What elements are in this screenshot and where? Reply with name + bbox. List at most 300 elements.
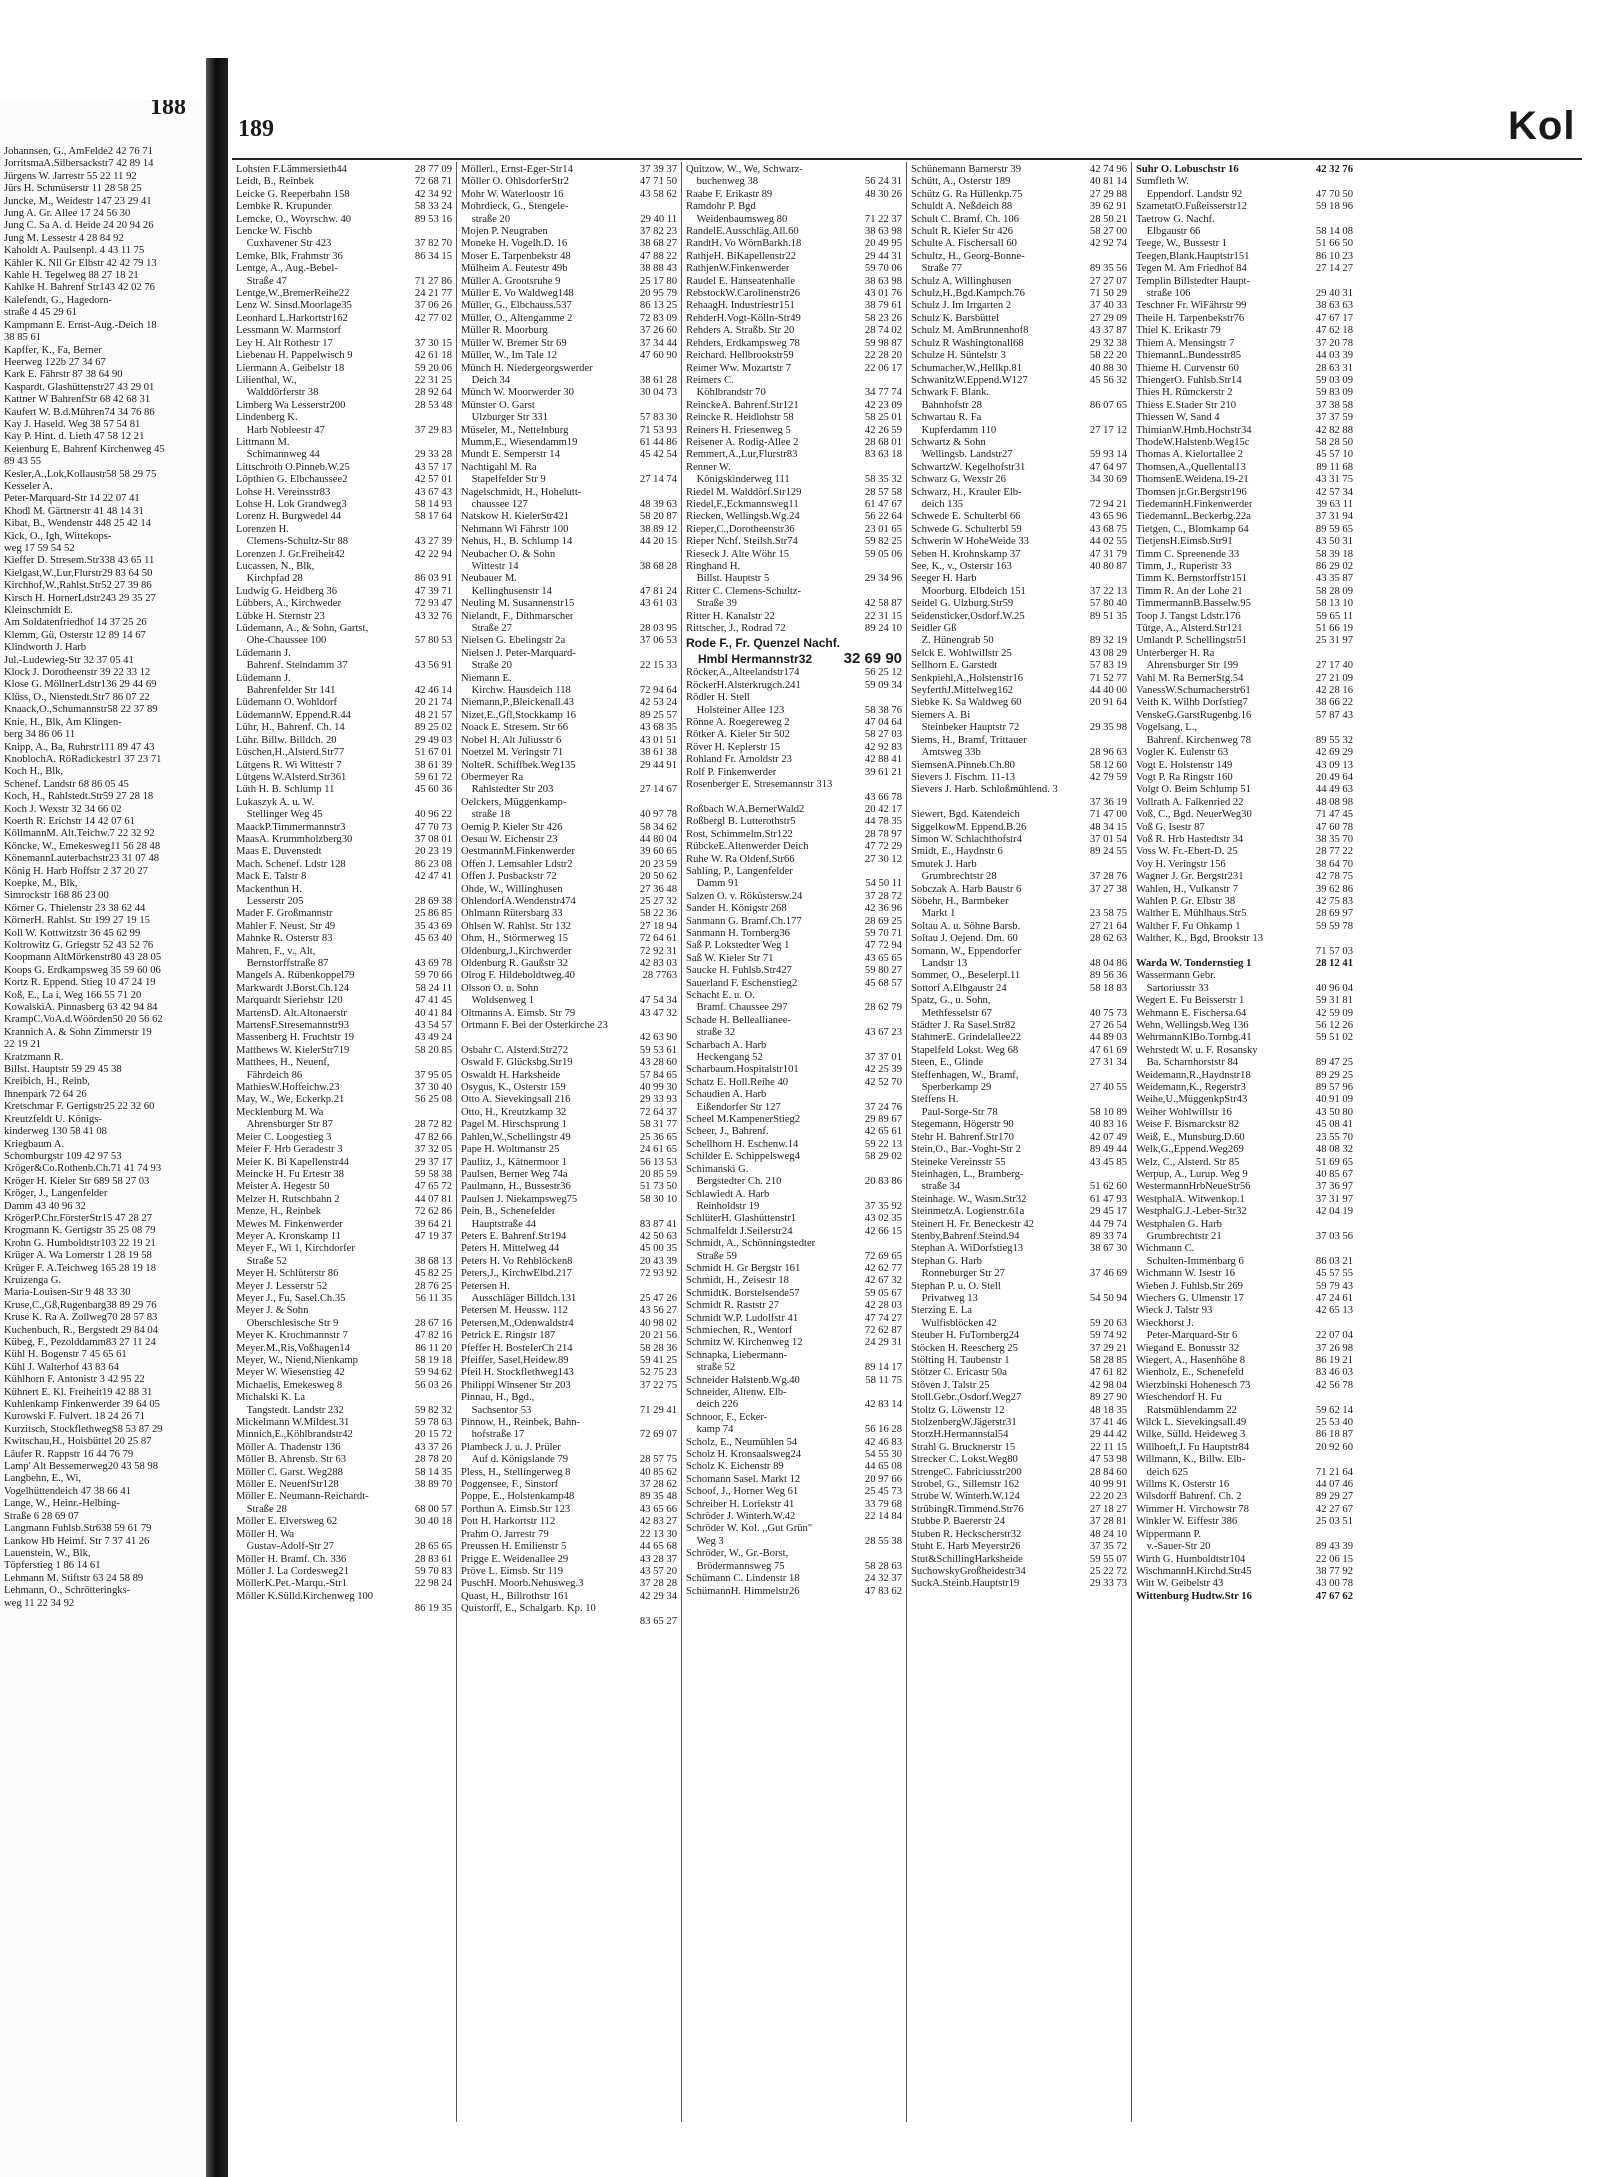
listing-name: Pinnow, H., Reinbek, Bahn-	[461, 1417, 581, 1429]
listing-entry	[461, 1442, 677, 1454]
listing-phone: 39 63 11	[1316, 498, 1353, 510]
listing-entry	[236, 648, 452, 660]
listing-entry	[911, 1554, 1127, 1566]
listing-phone: 72 62 87	[864, 1324, 902, 1336]
listing-name: Wilsdorff Bahrenf. Ch. 2	[1136, 1491, 1242, 1503]
listing-entry	[236, 710, 452, 722]
listing-phone: 28 53 48	[414, 399, 452, 411]
listing-phone: 47 61 82	[1089, 1367, 1127, 1379]
listing-phone	[674, 673, 677, 685]
left-listing-line: KrögerP.Chr.FörsterStr15 47 28 27	[4, 1212, 153, 1224]
listing-name: Niemann E.	[461, 672, 512, 684]
listing-entry	[236, 1591, 452, 1603]
listing-name: Peter-Marquard-Str 6	[1136, 1330, 1238, 1342]
listing-phone: 40 99 30	[639, 1082, 677, 1094]
listing-phone: 27 27 07	[1089, 275, 1127, 287]
listing-name: Lohse H. Vereinsstr83	[236, 486, 331, 498]
listing-phone: 47 54 34	[639, 995, 677, 1007]
listing-name: Petersen M. Heussw. 112	[461, 1305, 568, 1317]
listing-name: Wichmann C.	[1136, 1243, 1195, 1255]
listing-entry	[236, 722, 452, 734]
listing-entry	[236, 598, 452, 610]
listing-entry	[911, 1107, 1127, 1119]
listing-name: Strecker C. Lokst.Weg80	[911, 1454, 1018, 1466]
left-listing-line: Köncke, W., Emekesweg11 56 28 48	[4, 840, 161, 852]
listing-entry	[911, 288, 1127, 300]
listing-name: Lembke R. Krupunder	[236, 201, 332, 213]
listing-entry	[461, 735, 677, 747]
listing-name: Witt W. Geibelstr 43	[1136, 1578, 1224, 1590]
listing-entry	[686, 263, 902, 275]
listing-entry	[1136, 598, 1353, 610]
listing-entry	[911, 1194, 1127, 1206]
listing-phone: 44 80 04	[639, 833, 677, 845]
listing-phone: 27 14 27	[1315, 263, 1353, 275]
listing-name: Wittestr 14	[461, 561, 519, 572]
listing-phone: 37 41 46	[1089, 1417, 1127, 1429]
listing-name: Oemig P. Kieler Str 426	[461, 821, 563, 833]
listing-name: Wirth G. Humboldtstr104	[1136, 1553, 1246, 1565]
left-page-fragment	[0, 100, 207, 2177]
listing-name: Smutek J. Harb	[911, 858, 977, 870]
listing-name: Ritter H. Kanalstr 22	[686, 610, 775, 622]
listing-phone: 51 66 50	[1315, 238, 1353, 250]
listing-entry	[1136, 1094, 1353, 1106]
left-listing-line: 38 85 61	[4, 332, 42, 344]
listing-name: Schade H. Belleallianee-	[686, 1014, 792, 1026]
listing-entry	[1136, 214, 1353, 226]
listing-name: Sellhorn E. Garstedt	[911, 660, 998, 672]
listing-entry	[1136, 201, 1353, 213]
left-listing-line: Kesseler A.	[4, 480, 53, 492]
listing-name: Rode F., Fr. Quenzel Nachf.	[686, 636, 841, 651]
left-listing-line: Kaufert W. B.d.Mühren74 34 76 86	[4, 406, 155, 418]
listing-entry	[236, 859, 452, 871]
listing-phone: 56 25 08	[414, 1094, 452, 1106]
listing-entry	[461, 586, 677, 598]
listing-phone	[1124, 859, 1127, 871]
left-listing-line: Kielgast,W.,Lur,Flurstr29 83 64 50	[4, 567, 153, 579]
listing-name: Spatz, G., u. Sohn,	[911, 995, 991, 1007]
listing-name: Osbahr C. Alsterd.Str272	[461, 1044, 569, 1056]
listing-entry	[1136, 511, 1353, 523]
listing-phone: 47 82 66	[414, 1131, 452, 1143]
listing-entry	[911, 784, 1127, 796]
listing-entry	[461, 189, 677, 201]
listing-phone: 22 06 15	[1315, 1553, 1353, 1565]
listing-phone: 28 96 63	[1089, 747, 1127, 759]
listing-entry	[686, 1461, 902, 1473]
listing-entry	[1136, 1057, 1353, 1069]
listing-phone: 29 40 11	[640, 213, 677, 225]
listing-phone: 47 62 18	[1315, 325, 1353, 337]
listing-entry	[911, 1082, 1127, 1094]
listing-entry	[236, 871, 452, 883]
listing-entry	[1136, 809, 1353, 821]
listing-phone: 37 28 76	[1089, 871, 1127, 883]
left-listing-line: Kay P. Hint. d. Lieth 47 58 12 21	[4, 431, 145, 443]
listing-phone	[1124, 784, 1127, 796]
listing-phone: 35 43 69	[414, 920, 452, 932]
listing-name: RathjeH. BiKapellenstr22	[686, 250, 797, 262]
listing-name: Schimannweg 44	[236, 449, 320, 461]
listing-phone: 28 57 75	[639, 1454, 677, 1466]
listing-entry	[1136, 462, 1353, 474]
listing-entry	[461, 437, 677, 449]
listing-name: Stuben R. Heckscherstr32	[911, 1528, 1022, 1540]
listing-name: Schmidt R. Raststr 27	[686, 1300, 779, 1312]
listing-name: Wieck J. Talstr 93	[1136, 1305, 1213, 1317]
listing-entry	[1136, 313, 1353, 325]
listing-entry	[236, 809, 452, 821]
listing-name: Mewes M. Finkenwerder	[236, 1218, 343, 1230]
left-listing-line: Vogelhüttendeich 47 38 66 41	[4, 1485, 131, 1497]
listing-name: RöckerH.Alsterkrugch.241	[686, 679, 801, 691]
listing-phone: 45 60 36	[414, 784, 452, 796]
listing-phone	[899, 462, 902, 474]
listing-entry	[911, 871, 1127, 883]
listing-entry	[236, 1293, 452, 1305]
listing-phone	[1350, 1454, 1353, 1466]
left-listing-line: Klock J. Dorotheenstr 39 22 33 12	[4, 667, 151, 679]
listing-name: TietjensH.Eimsb.Str91	[1136, 536, 1233, 548]
listing-entry	[1136, 1380, 1353, 1392]
left-listing-line: Koch J. Wexstr 32 34 66 02	[4, 803, 122, 815]
listing-entry	[236, 189, 452, 201]
left-listing-line: Krüger A. Wa Lomerstr 1 28 19 58	[4, 1250, 152, 1262]
listing-entry	[911, 536, 1127, 548]
listing-entry	[911, 1516, 1127, 1528]
listing-entry	[461, 561, 677, 573]
listing-name: Markt 1	[911, 908, 956, 920]
listing-phone: 47 41 45	[414, 995, 452, 1007]
listing-phone: 37 26 60	[639, 325, 677, 337]
listing-entry	[1136, 474, 1353, 486]
listing-entry	[461, 635, 677, 647]
listing-entry	[461, 1318, 677, 1330]
listing-entry	[236, 573, 452, 585]
listing-name: Lemcke, O., Woyrschw. 40	[236, 213, 352, 225]
listing-phone: 58 10 89	[1089, 1106, 1127, 1118]
listing-name: Königskinderweg 111	[686, 474, 790, 486]
listing-entry	[461, 1343, 677, 1355]
listing-name: Straße 20	[461, 660, 512, 672]
listing-name: Stölting H. Taubenstr 1	[911, 1355, 1010, 1366]
listing-name: Nehus, H., B. Schlump 14	[461, 536, 573, 548]
listing-phone: 45 56 32	[1089, 374, 1127, 386]
listing-name: Salzen O. v. Röküstersw.24	[686, 890, 803, 902]
listing-entry	[1136, 1107, 1353, 1119]
listing-phone	[899, 1387, 902, 1399]
left-listing-line: Kröger, J., Langenfelder	[4, 1188, 108, 1200]
listing-entry	[1136, 1405, 1353, 1417]
listing-entry	[1136, 1417, 1353, 1429]
listing-entry	[1136, 1591, 1353, 1603]
listing-entry	[461, 1330, 677, 1342]
listing-phone: 25 03 51	[1315, 1516, 1353, 1528]
listing-name: Soltau A. u. Söhne Barsb.	[911, 920, 1021, 932]
listing-entry	[236, 412, 452, 424]
listing-name: StrübingR.Timmend.Str76	[911, 1503, 1024, 1515]
listing-phone: 58 35 32	[864, 474, 902, 486]
listing-entry	[911, 263, 1127, 275]
listing-phone: 38 63 98	[864, 226, 902, 238]
listing-phone: 47 67 17	[1315, 312, 1353, 324]
listing-name: Petersen,M.,Odenwaldstr4	[461, 1317, 574, 1329]
listing-phone: 42 78 75	[1315, 871, 1353, 883]
listing-entry	[461, 1032, 677, 1044]
listing-phone	[1350, 214, 1353, 226]
listing-phone: 38 35 70	[1315, 833, 1353, 845]
listing-entry	[236, 511, 452, 523]
listing-phone: 86 23 08	[414, 858, 452, 870]
listing-name: Sachsentor 53	[461, 1404, 532, 1416]
listing-phone: 32 69 90	[843, 651, 902, 668]
listing-entry	[686, 474, 902, 486]
listing-phone: 47 64 97	[1089, 461, 1127, 473]
left-listing-line: Kretschmar F. Gertigstr25 22 32 60	[4, 1101, 155, 1113]
listing-phone: 59 78 63	[414, 1417, 452, 1429]
listing-phone: 58 34 62	[639, 821, 677, 833]
listing-entry	[461, 933, 677, 945]
listing-entry	[461, 449, 677, 461]
listing-phone: 89 24 10	[864, 623, 902, 635]
listing-phone: 72 94 64	[639, 685, 677, 697]
listing-entry	[236, 437, 452, 449]
listing-entry	[911, 425, 1127, 437]
listing-name: Offen J. Pusbackstr 72	[461, 871, 557, 883]
listing-phone	[449, 263, 452, 275]
listing-name: Lüth H. B. Schlump 11	[236, 784, 335, 796]
listing-name: Sumfleth W.	[1136, 176, 1189, 188]
listing-entry	[686, 1139, 902, 1151]
listing-phone: 43 31 75	[1315, 474, 1353, 486]
listing-name: Meyer J. Lesserstr 52	[236, 1280, 328, 1292]
listing-name: Walddörferstr 38	[236, 387, 319, 399]
listing-phone: 59 20 63	[1089, 1317, 1127, 1329]
listing-name: Bernstorffstraße 87	[236, 958, 329, 969]
listing-name: Pein, B., Schenefelder	[461, 1206, 556, 1218]
listing-phone: 37 24 76	[864, 1101, 902, 1113]
listing-phone: 42 46 14	[414, 685, 452, 697]
listing-name: MaasA. Krummholzberg30	[236, 833, 353, 845]
left-listing-line: Koops G. Erdkampsweg 35 59 60 06	[4, 964, 161, 976]
listing-name: Ausschläger Billdch.131	[461, 1292, 577, 1304]
listing-entry	[686, 1337, 902, 1349]
listing-entry	[911, 164, 1127, 176]
listing-phone: 37 08 01	[414, 833, 452, 845]
listing-name: Oldenburg R. Gaußstr 32	[461, 958, 568, 969]
listing-phone: 42 92 83	[864, 741, 902, 753]
listing-entry	[461, 1082, 677, 1094]
listing-name: Vogelsang, L.,	[1136, 722, 1198, 734]
listing-phone	[899, 1523, 902, 1535]
listing-name: Liebenau H. Pappelwisch 9	[236, 350, 353, 362]
listing-phone: 47 60 90	[639, 350, 677, 362]
left-listing-line: Lange, W., Heinr.-Helbing-	[4, 1498, 120, 1510]
listing-entry	[686, 313, 902, 325]
listing-name: SzametatO.Fußeisserstr12	[1136, 201, 1247, 213]
listing-entry	[911, 573, 1127, 585]
listing-entry	[911, 1119, 1127, 1131]
listing-phone: 20 49 95	[864, 238, 902, 250]
listing-phone: 68 00 57	[414, 1503, 452, 1515]
listing-entry	[461, 1169, 677, 1181]
listing-entry	[911, 1454, 1127, 1466]
listing-entry	[461, 809, 677, 821]
listing-phone: 37 30 40	[414, 1082, 452, 1094]
listing-name: Kirchw. Hausdeich 118	[461, 685, 571, 697]
listing-entry	[686, 573, 902, 585]
listing-phone: 57 83 19	[1089, 660, 1127, 672]
listing-phone: 72 93 47	[414, 598, 452, 610]
listing-name: v.-Sauer-Str 20	[1136, 1541, 1211, 1553]
listing-name: Pröve L. Eimsb. Str 119	[461, 1565, 564, 1577]
listing-entry	[911, 449, 1127, 461]
listing-phone: 42 27 67	[1315, 1503, 1353, 1515]
listing-phone: 72 94 21	[1089, 498, 1127, 510]
listing-entry	[686, 251, 902, 263]
listing-entry	[911, 1318, 1127, 1330]
listing-phone: 42 74 96	[1089, 164, 1127, 175]
left-listing-line: Juncke, M., Weidestr 147 23 29 41	[4, 195, 152, 207]
listing-entry	[686, 1213, 902, 1225]
listing-phone	[674, 611, 677, 623]
listing-name: Holsteiner Allee 123	[686, 704, 785, 716]
left-listing-line: Kübeg, F., Pezolddamm83 27 11 24	[4, 1337, 156, 1348]
listing-name: Möller C. Garst. Weg288	[236, 1466, 343, 1478]
listing-entry	[686, 1027, 902, 1039]
right-page	[228, 100, 1600, 2177]
listing-phone: 28 12 41	[1315, 958, 1353, 969]
listing-name: MöllerK.Pet.-Marqu.-Str1	[236, 1578, 347, 1590]
listing-phone: 48 34 15	[1089, 821, 1127, 833]
listing-entry	[236, 1206, 452, 1218]
listing-phone	[449, 1243, 452, 1255]
listing-entry	[461, 400, 677, 412]
listing-name: Wieckhorst J.	[1136, 1317, 1194, 1329]
listing-phone: 44 65 68	[639, 1541, 677, 1553]
listing-entry	[686, 940, 902, 952]
listing-phone: 47 19 37	[414, 1230, 452, 1242]
left-listing-line: Kirsch H. HornerLdstr243 29 35 27	[4, 592, 156, 604]
listing-entry	[1136, 859, 1353, 871]
listing-phone: 40 88 30	[1089, 362, 1127, 374]
listing-phone: 42 53 24	[639, 697, 677, 709]
listing-phone: 22 98 24	[414, 1578, 452, 1590]
listing-entry	[686, 1325, 902, 1337]
listing-name: Weihe,U.,MüggenkpStr43	[1136, 1094, 1248, 1106]
listing-entry	[461, 1206, 677, 1218]
column-5	[1132, 162, 1357, 2122]
listing-phone	[449, 325, 452, 337]
listing-phone: 44 02 55	[1089, 536, 1127, 548]
listing-entry	[911, 660, 1127, 672]
listing-phone: 43 47 32	[639, 1007, 677, 1019]
listing-phone: 47 24 61	[1315, 1292, 1353, 1304]
listing-phone: 24 29 31	[864, 1337, 902, 1349]
listing-phone: 42 77 02	[414, 312, 452, 324]
listing-name: Mach. Schenef. Ldstr 128	[236, 858, 346, 870]
listing-name: Clemens-Schultz-Str 88	[236, 536, 349, 548]
listing-entry	[461, 425, 677, 437]
listing-phone: 28 84 60	[1089, 1466, 1127, 1478]
listing-phone: 25 22 72	[1089, 1565, 1127, 1577]
listing-phone: 71 52 77	[1089, 672, 1127, 684]
listing-entry	[686, 487, 902, 499]
listing-name: Schmidt H. Gr Bergstr 161	[686, 1262, 801, 1274]
listing-entry	[461, 1157, 677, 1169]
listing-phone	[1350, 276, 1353, 288]
listing-phone: 40 80 87	[1089, 561, 1127, 572]
left-listing-line: Jung M. Lessestr 4 28 84 92	[4, 232, 124, 244]
listing-phone: 59 65 11	[1316, 610, 1353, 622]
listing-name: ThimianW.Hmb.Hochstr34	[1136, 424, 1252, 436]
listing-phone: 43 57 20	[639, 1565, 677, 1577]
listing-phone: 38 68 28	[639, 561, 677, 572]
listing-name: Straße 39	[686, 598, 737, 610]
left-listing-line: Jung C. Sa A. d. Heide 24 20 94 26	[4, 220, 154, 232]
left-listing-line: Kruse,C.,Gß,Rugenbarg38 89 29 76	[4, 1299, 157, 1311]
listing-phone: 27 29 88	[1089, 188, 1127, 200]
listing-name: Teegen,Blank.Hauptstr151	[1136, 250, 1250, 262]
listing-entry	[1136, 1082, 1353, 1094]
listing-name: Tegen M. Am Friedhof 84	[1136, 263, 1247, 275]
listing-name: Walther, K., Bgd, Brookstr 13	[1136, 933, 1264, 945]
left-listing-line: Kähler K. Nll Gr Elbstr 42 42 79 13	[4, 257, 157, 269]
listing-name: Paulmann, H., Bussestr36	[461, 1181, 571, 1193]
listing-entry	[236, 834, 452, 846]
listing-name: Stubbe P. Baererstr 24	[911, 1516, 1006, 1528]
listing-name: Toop J. Tangst Ldstr.176	[1136, 610, 1241, 622]
listing-name: Rieper Nchf. Steilsh.Str74	[686, 536, 798, 548]
listing-phone: 29 33 28	[414, 449, 452, 461]
listing-phone	[449, 524, 452, 536]
listing-entry	[911, 1169, 1127, 1181]
listing-phone: 61 44 86	[639, 436, 677, 448]
listing-name: Strobel, G., Sillemstr 162	[911, 1479, 1020, 1491]
listing-name: SchmidtK. Borstelsende57	[686, 1287, 800, 1299]
listing-entry	[236, 1367, 452, 1379]
listing-entry	[236, 747, 452, 759]
listing-entry	[461, 648, 677, 660]
listing-phone	[899, 375, 902, 387]
listing-phone: 43 56 91	[414, 660, 452, 672]
listing-name: StorzH.Hermannstal54	[911, 1429, 1009, 1441]
listing-name: Willhoeft,J. Fu Hauptstr84	[1136, 1441, 1250, 1453]
listing-phone	[674, 1603, 677, 1615]
listing-name: Ba. Scharnhorststr 84	[1136, 1057, 1239, 1069]
listing-entry	[1136, 1554, 1353, 1566]
listing-name: straße 34	[911, 1181, 961, 1193]
listing-entry	[236, 1256, 452, 1268]
listing-name: Ohde, W., Willinghusen	[461, 883, 563, 895]
listing-name: Stapelfelder Str 9	[461, 474, 546, 486]
listing-entry	[1136, 1343, 1353, 1355]
left-listing-line: Kröger H. Kieler Str 689 58 27 03	[4, 1175, 150, 1187]
listing-phone: 43 35 87	[1315, 573, 1353, 585]
advertisement-listing	[686, 635, 902, 651]
listing-phone: 47 39 71	[414, 585, 452, 597]
listing-name: Voss W. Fr.-Ebert-D. 25	[1136, 846, 1238, 858]
listing-entry	[236, 164, 452, 176]
listing-name: Straße 47	[236, 275, 287, 287]
listing-entry	[686, 1362, 902, 1374]
listing-entry	[461, 276, 677, 288]
listing-phone	[1350, 1529, 1353, 1541]
listing-entry	[1136, 1231, 1353, 1243]
listing-name: Pinnau, H., Bgd.,	[461, 1392, 535, 1404]
